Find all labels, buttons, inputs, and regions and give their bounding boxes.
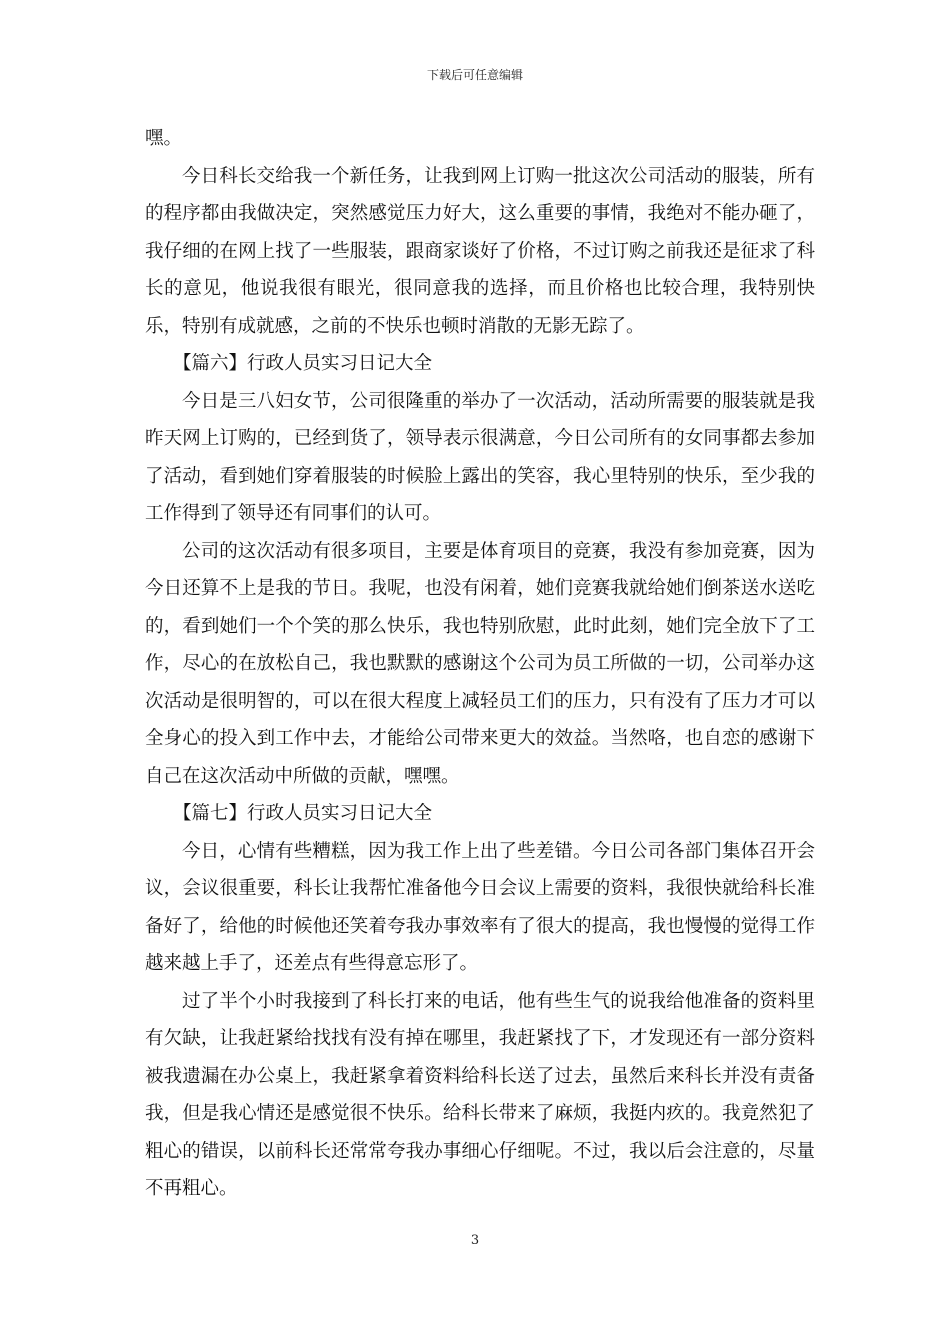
paragraph: 过了半个小时我接到了科长打来的电话，他有些生气的说我给他准备的资料里有欠缺，让我赶紧给找找有没有掉在哪里，我赶紧找了下，才发现还有一部分资料被我遗漏在办公桌上，我赶紧拿着资料给科长送了过去，虽然后来科长并没有责备我，但是我心情还是感觉很不快乐。给科长带来了麻烦，我挺内疚的。我竟然犯了粗心的错误，以前科长还常常夸我办事细心仔细呢。不过，我以后会注意的，尽量不再粗心。: [145, 990, 815, 1199]
document-body: [145, 120, 815, 1208]
paragraph: 公司的这次活动有很多项目，主要是体育项目的竞赛，我没有参加竞赛，因为今日还算不上是我的节日。我呢，也没有闲着，她们竞赛我就给她们倒茶送水送吃的，看到她们一个个笑的那么快乐，我也特别欣慰，此时此刻，她们完全放下了工作，尽心的在放松自己，我也默默的感谢这个公司为员工所做的一切，公司举办这次活动是很明智的，可以在很大程度上减轻员工们的压力，只有没有了压力才可以全身心的投入到工作中去，才能给公司带来更大的效益。当然咯，也自恋的感谢下自己在这次活动中所做的贡献，嘿嘿。: [145, 540, 815, 787]
section-heading: 【篇七】行政人员实习日记大全: [173, 803, 433, 824]
paragraph: 今日科长交给我一个新任务，让我到网上订购一批这次公司活动的服装，所有的程序都由我做决定，突然感觉压力好大，这么重要的事情，我绝对不能办砸了，我仔细的在网上找了一些服装，跟商家谈好了价格，不过订购之前我还是征求了科长的意见，他说我很有眼光，很同意我的选择，而且价格也比较合理，我特别快乐，特别有成就感，之前的不快乐也顿时消散的无影无踪了。: [145, 165, 815, 337]
section-heading: 【篇六】行政人员实习日记大全: [173, 353, 433, 374]
paragraph: 今日是三八妇女节，公司很隆重的举办了一次活动，活动所需要的服装就是我昨天网上订购的，已经到货了，领导表示很满意，今日公司所有的女同事都去参加了活动，看到她们穿着服装的时候脸上露出的笑容，我心里特别的快乐，至少我的工作得到了领导还有同事们的认可。: [145, 390, 815, 524]
page-header: 下载后可任意编辑: [426, 68, 523, 82]
paragraph: 今日，心情有些糟糕，因为我工作上出了些差错。今日公司各部门集体召开会议，会议很重要，科长让我帮忙准备他今日会议上需要的资料，我很快就给科长准备好了，给他的时候他还笑着夸我办事效率有了很大的提高，我也慢慢的觉得工作越来越上手了，还差点有些得意忘形了。: [145, 840, 815, 974]
page-number: 3: [470, 1233, 480, 1248]
paragraph-continuation: 嘿。: [145, 128, 183, 149]
